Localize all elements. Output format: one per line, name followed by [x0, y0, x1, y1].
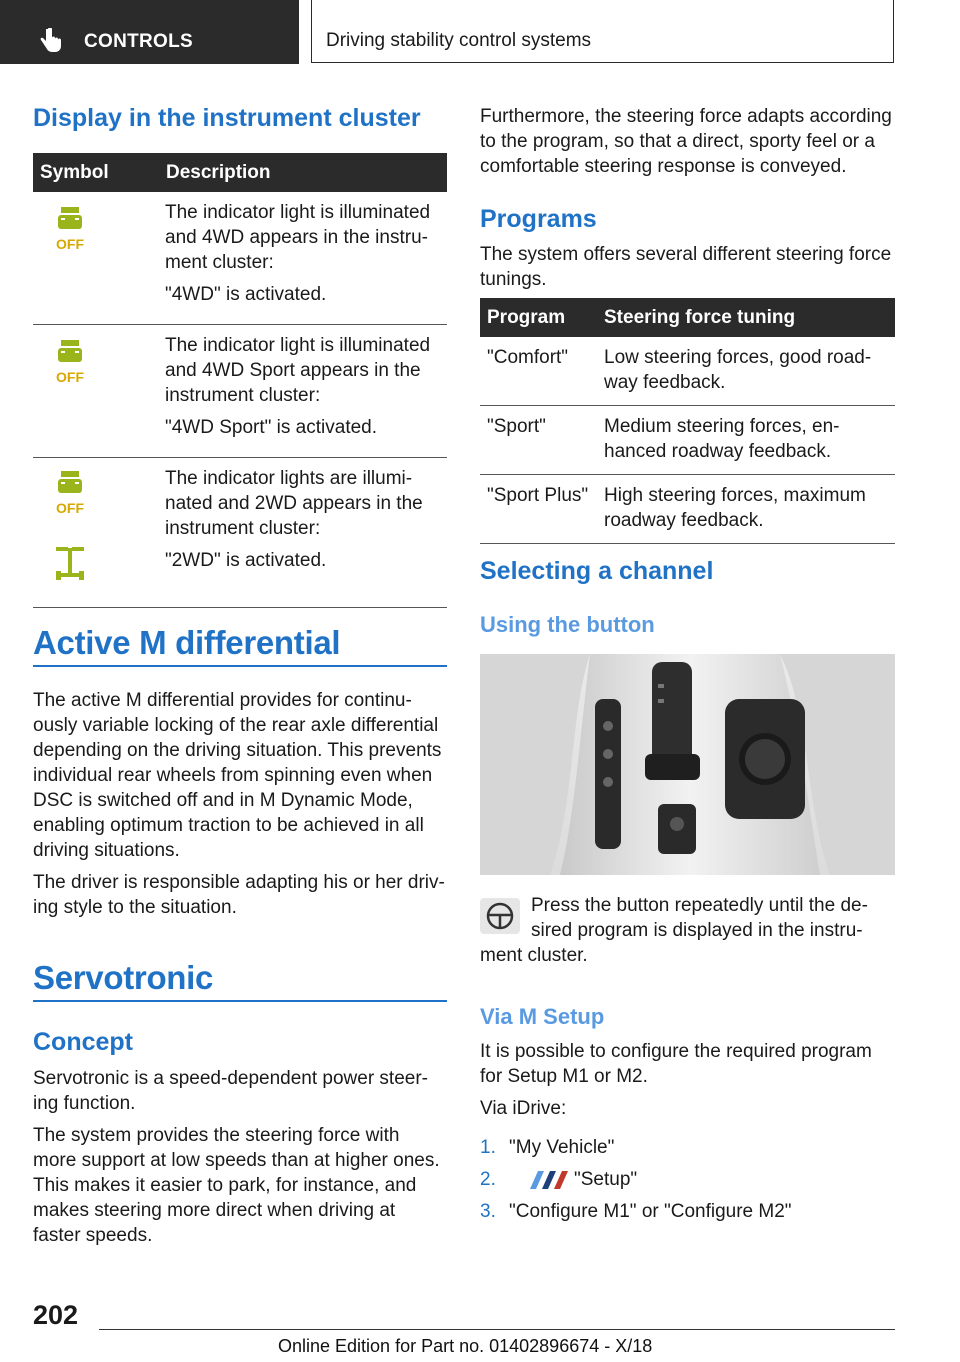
display-heading: Display in the instrument cluster: [33, 104, 421, 132]
concept-paragraph-1: Servotronic is a speed-dependent power steer-ing function.: [33, 1068, 429, 1114]
edition-text: Online Edition for Part no. 01402896674 - X/18: [278, 1336, 653, 1356]
center-console-illustration: [480, 654, 895, 875]
col-tuning: Steering force tuning: [597, 298, 895, 337]
press-text-line-3: ment cluster.: [480, 945, 588, 966]
row-note: "4WD Sport" is activated.: [165, 417, 378, 438]
page-number: 202: [33, 1300, 79, 1330]
amd-paragraph-1: The active M differential provides for continu-ously variable locking of the rear axle differential depending on the driving situation. This prevents individual rear wheels from spinning even when DSC is switched off and in M Dynamic Mode, enabling optimum traction to be achieved in all driving situations.: [33, 690, 442, 861]
svg-text:OFF: OFF: [56, 236, 84, 252]
press-text-line-1: Press the button repeatedly until the de-: [531, 895, 868, 916]
chapter-title: Driving stability control systems: [326, 30, 592, 51]
table-row: [33, 325, 447, 458]
program-name: "Sport Plus": [480, 475, 597, 544]
center-console-photo: [480, 654, 895, 875]
hand-pointer-icon: [40, 28, 62, 54]
amd-heading: Active M differential: [33, 624, 341, 661]
servotronic-heading: Servotronic: [33, 959, 214, 996]
chapter-header: [311, 0, 894, 63]
program-name: "Comfort": [480, 337, 597, 406]
table-row: [33, 192, 447, 325]
table-row: [480, 337, 895, 406]
symbol-table: [33, 153, 447, 608]
section-tab: [0, 0, 299, 64]
button-heading: Using the button: [480, 612, 655, 637]
row-text: The indicator light is illuminated and 4WD Sport appears in the instrument cluster:: [165, 335, 431, 406]
footer-rule: [99, 1329, 895, 1330]
col-description: Description: [159, 153, 447, 192]
program-tuning: Medium steering forces, en-hanced roadway feedback.: [597, 406, 895, 475]
program-name: "Sport": [480, 406, 597, 475]
msetup-paragraph: It is possible to configure the required program for Setup M1 or M2.: [480, 1041, 872, 1087]
row-text: The indicator lights are illumi-nated and 2WD appears in the instrument cluster:: [165, 468, 423, 539]
programs-heading: Programs: [480, 205, 597, 233]
m-stripes-icon: [520, 1171, 572, 1189]
steering-button-icon: [480, 898, 520, 934]
concept-paragraph-2: The system provides the steering force with more support at low speeds than at higher ones. This makes it easier to park, for instance, and makes steering more direct when driving at faster speeds.: [33, 1125, 440, 1246]
col-program: Program: [480, 298, 597, 337]
svg-text:OFF: OFF: [56, 500, 84, 516]
heading-rule: [33, 665, 447, 667]
msetup-heading: Via M Setup: [480, 1004, 605, 1029]
program-tuning: Low steering forces, good road-way feedback.: [597, 337, 895, 406]
2wd-indicator-icon: [54, 545, 86, 585]
programs-paragraph: The system offers several different steering force tunings.: [480, 244, 892, 290]
4wd-off-indicator-icon: [52, 205, 88, 257]
row-note: "2WD" is activated.: [165, 550, 327, 571]
concept-heading: Concept: [33, 1028, 133, 1056]
table-row: [33, 458, 447, 608]
col-symbol: Symbol: [33, 153, 159, 192]
row-note: "4WD" is activated.: [165, 284, 327, 305]
section-title: CONTROLS: [84, 31, 194, 52]
channel-heading: Selecting a channel: [480, 557, 714, 585]
program-tuning: High steering forces, maximum roadway feedback.: [597, 475, 895, 544]
4wd-off-indicator-icon: [52, 469, 88, 521]
table-row: [480, 406, 895, 475]
intro-paragraph: Furthermore, the steering force adapts according to the program, so that a direct, sporty feel or a comfortable steering response is conveyed.: [480, 106, 892, 177]
row-text: The indicator light is illuminated and 4WD appears in the instru-ment cluster:: [165, 202, 431, 273]
idrive-label: Via iDrive:: [480, 1098, 567, 1119]
heading-rule: [33, 1000, 447, 1002]
amd-paragraph-2: The driver is responsible adapting his or her driv-ing style to the situation.: [33, 872, 445, 918]
4wd-off-indicator-icon: [52, 338, 88, 390]
table-row: [480, 475, 895, 544]
svg-text:OFF: OFF: [56, 369, 84, 385]
program-table: [480, 298, 895, 544]
press-text-line-2: sired program is displayed in the instru-: [531, 920, 863, 941]
